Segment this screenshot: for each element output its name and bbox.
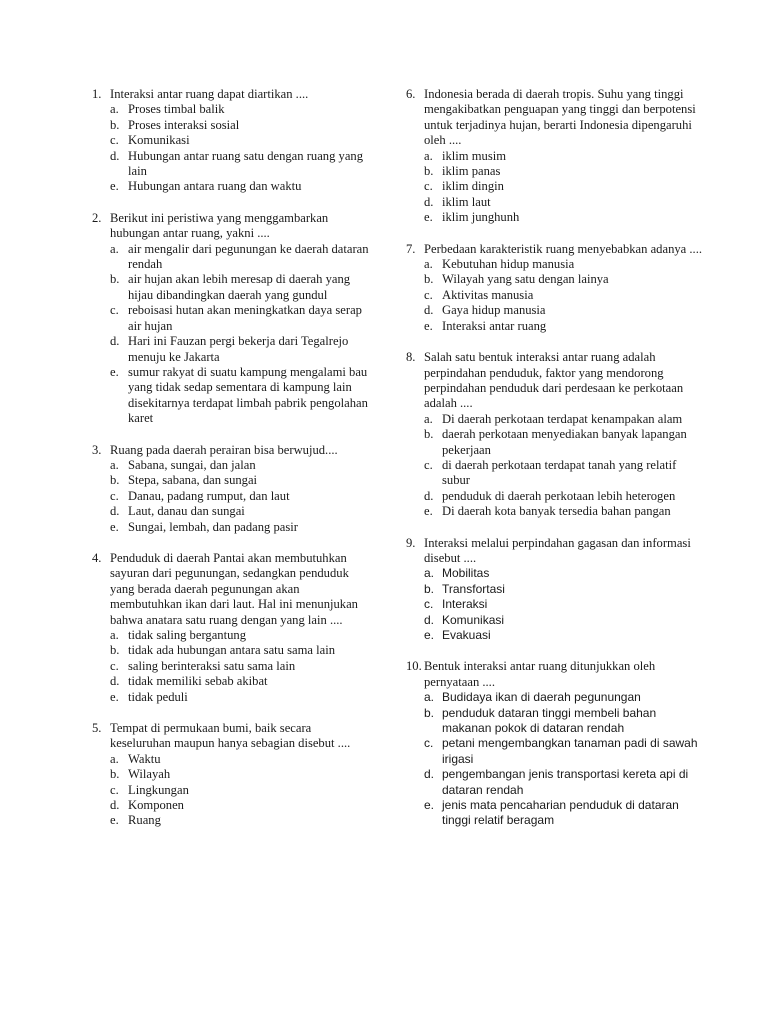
option-letter: e. xyxy=(424,210,433,225)
answer-options xyxy=(92,752,374,829)
answer-option-d xyxy=(406,303,706,318)
answer-option-b xyxy=(92,473,374,488)
option-letter: b. xyxy=(424,164,434,179)
option-letter: c. xyxy=(110,133,119,148)
option-text: saling berinteraksi satu sama lain xyxy=(128,658,296,673)
answer-option-d xyxy=(406,489,706,504)
question-stem xyxy=(92,443,374,458)
answer-option-b xyxy=(406,164,706,179)
option-letter: b. xyxy=(110,117,120,132)
option-letter: c. xyxy=(424,736,434,751)
option-letter: d. xyxy=(110,504,120,519)
answer-option-c xyxy=(406,458,706,489)
option-letter: b. xyxy=(110,643,120,658)
answer-option-d xyxy=(406,613,706,628)
answer-option-c xyxy=(406,597,706,612)
option-text: Danau, padang rumput, dan laut xyxy=(128,488,290,503)
option-text: reboisasi hutan akan meningkatkan daya serap air hujan xyxy=(128,303,362,333)
option-text: Proses timbal balik xyxy=(128,102,225,117)
answer-option-b xyxy=(92,767,374,782)
answer-option-d xyxy=(92,798,374,813)
option-text: air mengalir dari pegunungan ke daerah dataran rendah xyxy=(128,241,369,272)
question-stem xyxy=(92,87,374,102)
option-text: Lingkungan xyxy=(128,782,189,797)
option-letter: a. xyxy=(424,566,435,581)
option-letter: b. xyxy=(110,272,120,287)
option-letter: d. xyxy=(110,798,120,813)
option-text: Interaksi xyxy=(442,597,488,612)
option-text: tidak saling bergantung xyxy=(128,628,246,642)
option-letter: a. xyxy=(424,411,433,426)
option-letter: a. xyxy=(110,457,119,472)
answer-option-a xyxy=(92,102,374,117)
question-text: Penduduk di daerah Pantai akan membutuhkan sayuran dari pegunungan, sedangkan penduduk yang berada daerah pegunungan akan membutuhkan ikan dari laut. Hal ini menunjukan bahwa anatara satu ruang dengan yang lain .... xyxy=(110,550,358,627)
option-text: jenis mata pencaharian penduduk di dataran tinggi relatif beragam xyxy=(442,798,679,828)
question-text: Ruang pada daerah perairan bisa berwujud.... xyxy=(110,442,338,457)
option-letter: c. xyxy=(110,488,119,503)
answer-option-c xyxy=(406,736,706,767)
question-text: Perbedaan karakteristik ruang menyebabkan adanya .... xyxy=(424,241,702,256)
question-text: Indonesia berada di daerah tropis. Suhu yang tinggi mengakibatkan penguapan yang tinggi dan berpotensi untuk terjadinya hujan, berarti Indonesia dipengaruhi oleh .... xyxy=(424,87,696,148)
option-text: Ruang xyxy=(128,813,161,828)
question-8 xyxy=(406,350,706,519)
answer-option-e xyxy=(406,210,706,225)
question-number: 10. xyxy=(406,659,422,674)
option-letter: c. xyxy=(110,782,119,797)
option-letter: b. xyxy=(424,427,434,442)
option-text: Hari ini Fauzan pergi bekerja dari Tegalrejo menuju ke Jakarta xyxy=(128,334,349,364)
option-text: Komunikasi xyxy=(128,133,190,148)
question-number: 9. xyxy=(406,535,416,550)
question-text: Interaksi melalui perpindahan gagasan dan informasi disebut .... xyxy=(424,535,691,565)
question-text: Salah satu bentuk interaksi antar ruang adalah perpindahan penduduk, faktor yang mendorong perpindahan penduduk dari perdesaan ke perkotaan adalah .... xyxy=(424,350,684,411)
answer-option-d xyxy=(92,674,374,689)
option-text: penduduk dataran tinggi membeli bahan makanan pokok di dataran rendah xyxy=(442,705,657,736)
option-letter: e. xyxy=(110,179,119,194)
option-letter: b. xyxy=(110,473,120,488)
option-text: iklim musim xyxy=(442,148,507,163)
option-letter: d. xyxy=(424,488,434,503)
answer-option-c xyxy=(406,288,706,303)
option-text: Evakuasi xyxy=(442,628,491,642)
answer-option-c xyxy=(92,489,374,504)
option-text: Transfortasi xyxy=(442,581,505,596)
answer-option-d xyxy=(92,504,374,519)
question-number: 2. xyxy=(92,210,102,225)
question-stem xyxy=(92,211,374,242)
question-stem xyxy=(406,87,706,149)
option-text: Hubungan antara ruang dan waktu xyxy=(128,179,302,194)
option-letter: a. xyxy=(424,690,435,705)
option-letter: a. xyxy=(110,751,119,766)
question-2 xyxy=(92,211,374,427)
answer-option-c xyxy=(92,783,374,798)
question-text: Tempat di permukaan bumi, baik secara keseluruhan maupun hanya sebagian disebut .... xyxy=(110,721,351,751)
left-column xyxy=(92,87,374,845)
option-letter: d. xyxy=(424,194,434,209)
option-text: Komponen xyxy=(128,798,184,813)
option-text: Sabana, sungai, dan jalan xyxy=(128,457,256,472)
answer-option-e xyxy=(406,504,706,519)
answer-options xyxy=(92,628,374,705)
option-letter: b. xyxy=(110,767,120,782)
question-number: 8. xyxy=(406,350,416,365)
option-letter: e. xyxy=(110,519,119,534)
question-6 xyxy=(406,87,706,226)
option-text: iklim laut xyxy=(442,194,491,209)
answer-options xyxy=(406,566,706,643)
question-4 xyxy=(92,551,374,705)
answer-option-e xyxy=(92,813,374,828)
option-text: Hubungan antar ruang satu dengan ruang yang lain xyxy=(128,148,364,179)
answer-options xyxy=(92,242,374,427)
option-text: Mobilitas xyxy=(442,566,490,581)
answer-option-b xyxy=(406,427,706,458)
question-text: Bentuk interaksi antar ruang ditunjukkan oleh pernyataan .... xyxy=(424,659,656,689)
option-text: petani mengembangkan tanaman padi di sawah irigasi xyxy=(442,736,698,766)
option-text: Komunikasi xyxy=(442,612,505,627)
question-stem xyxy=(406,659,706,690)
question-number: 4. xyxy=(92,550,102,565)
answer-option-a xyxy=(406,690,706,705)
question-text: Berikut ini peristiwa yang menggambarkan hubungan antar ruang, yakni .... xyxy=(110,210,329,241)
option-text: iklim panas xyxy=(442,164,501,179)
right-column xyxy=(406,87,706,845)
answer-option-b xyxy=(92,643,374,658)
option-letter: d. xyxy=(110,148,120,163)
option-text: Aktivitas manusia xyxy=(442,287,534,302)
option-letter: e. xyxy=(110,364,119,379)
option-text: penduduk di daerah perkotaan lebih heterogen xyxy=(442,488,676,503)
option-text: tidak ada hubungan antara satu sama lain xyxy=(128,643,336,658)
answer-option-e xyxy=(92,365,374,427)
option-letter: e. xyxy=(424,798,435,813)
option-letter: b. xyxy=(424,272,434,287)
answer-option-d xyxy=(92,149,374,180)
option-text: Waktu xyxy=(128,751,161,766)
option-letter: b. xyxy=(424,581,435,596)
answer-option-d xyxy=(406,767,706,798)
option-letter: a. xyxy=(110,628,119,642)
option-text: tidak memiliki sebab akibat xyxy=(128,674,268,689)
option-text: Stepa, sabana, dan sungai xyxy=(128,473,258,488)
question-number: 6. xyxy=(406,87,416,101)
question-stem xyxy=(406,536,706,567)
answer-option-a xyxy=(92,752,374,767)
answer-option-e xyxy=(406,628,706,643)
option-letter: d. xyxy=(110,334,120,349)
option-letter: b. xyxy=(424,705,435,720)
answer-option-c xyxy=(406,179,706,194)
answer-option-b xyxy=(92,272,374,303)
question-stem xyxy=(92,551,374,628)
answer-option-a xyxy=(92,242,374,273)
question-stem xyxy=(406,242,706,257)
answer-option-b xyxy=(92,118,374,133)
answer-option-a xyxy=(92,458,374,473)
question-number: 5. xyxy=(92,721,102,736)
option-text: Gaya hidup manusia xyxy=(442,303,546,318)
option-letter: d. xyxy=(424,303,434,318)
option-letter: c. xyxy=(424,457,433,472)
option-letter: e. xyxy=(424,318,433,333)
option-text: Wilayah yang satu dengan lainya xyxy=(442,272,609,287)
option-letter: a. xyxy=(424,148,433,163)
option-text: iklim dingin xyxy=(442,179,504,194)
option-letter: a. xyxy=(424,257,433,272)
answer-options xyxy=(406,257,706,334)
option-letter: a. xyxy=(110,241,119,256)
option-letter: c. xyxy=(424,179,433,194)
question-number: 7. xyxy=(406,241,416,256)
option-text: Budidaya ikan di daerah pegunungan xyxy=(442,690,641,705)
option-letter: c. xyxy=(424,597,434,612)
answer-option-a xyxy=(406,566,706,581)
option-text: tidak peduli xyxy=(128,689,188,704)
option-text: Interaksi antar ruang xyxy=(442,318,547,333)
answer-options xyxy=(406,149,706,226)
answer-option-a xyxy=(406,257,706,272)
question-9 xyxy=(406,536,706,644)
answer-option-d xyxy=(406,195,706,210)
answer-option-e xyxy=(406,798,706,829)
question-3 xyxy=(92,443,374,535)
answer-option-c xyxy=(92,303,374,334)
answer-option-e xyxy=(92,690,374,705)
option-letter: d. xyxy=(424,612,435,627)
answer-option-d xyxy=(92,334,374,365)
answer-option-b xyxy=(406,582,706,597)
question-number: 1. xyxy=(92,87,102,101)
answer-option-b xyxy=(406,272,706,287)
answer-option-c xyxy=(92,659,374,674)
option-letter: c. xyxy=(110,658,119,673)
answer-option-a xyxy=(92,628,374,643)
answer-option-a xyxy=(406,149,706,164)
option-letter: c. xyxy=(110,303,119,318)
question-stem xyxy=(406,350,706,412)
answer-option-b xyxy=(406,706,706,737)
option-text: Laut, danau dan sungai xyxy=(128,504,245,519)
option-letter: e. xyxy=(424,504,433,519)
answer-options xyxy=(406,412,706,520)
option-text: Di daerah perkotaan terdapat kenampakan alam xyxy=(442,411,683,426)
option-text: Wilayah xyxy=(128,767,171,782)
question-10 xyxy=(406,659,706,828)
answer-option-a xyxy=(406,412,706,427)
question-stem xyxy=(92,721,374,752)
option-text: pengembangan jenis transportasi kereta api di dataran rendah xyxy=(442,767,689,797)
question-7 xyxy=(406,242,706,334)
answer-option-c xyxy=(92,133,374,148)
option-text: air hujan akan lebih meresap di daerah yang hijau dibandingkan daerah yang gundul xyxy=(128,272,351,302)
option-letter: a. xyxy=(110,102,119,117)
option-text: iklim junghunh xyxy=(442,210,520,225)
option-text: Di daerah kota banyak tersedia bahan pangan xyxy=(442,504,671,519)
option-text: Sungai, lembah, dan padang pasir xyxy=(128,519,298,534)
option-text: sumur rakyat di suatu kampung mengalami bau yang tidak sedap sementara di kampung lain disekitarnya terdapat limbah pabrik pengolahan karet xyxy=(128,364,368,426)
question-text: Interaksi antar ruang dapat diartikan .... xyxy=(110,87,309,101)
option-letter: d. xyxy=(424,767,435,782)
option-text: Kebutuhan hidup manusia xyxy=(442,257,575,272)
option-text: di daerah perkotaan terdapat tanah yang relatif subur xyxy=(442,457,677,488)
question-5 xyxy=(92,721,374,829)
answer-option-e xyxy=(92,520,374,535)
option-text: daerah perkotaan menyediakan banyak lapangan pekerjaan xyxy=(442,427,687,457)
answer-options xyxy=(92,458,374,535)
answer-options xyxy=(92,102,374,194)
option-letter: e. xyxy=(424,628,435,642)
option-letter: e. xyxy=(110,813,119,828)
question-1 xyxy=(92,87,374,195)
answer-option-e xyxy=(406,319,706,334)
option-text: Proses interaksi sosial xyxy=(128,117,240,132)
option-letter: d. xyxy=(110,674,120,689)
option-letter: e. xyxy=(110,689,119,704)
question-number: 3. xyxy=(92,442,102,457)
option-letter: c. xyxy=(424,287,433,302)
answer-options xyxy=(406,690,706,829)
answer-option-e xyxy=(92,179,374,194)
